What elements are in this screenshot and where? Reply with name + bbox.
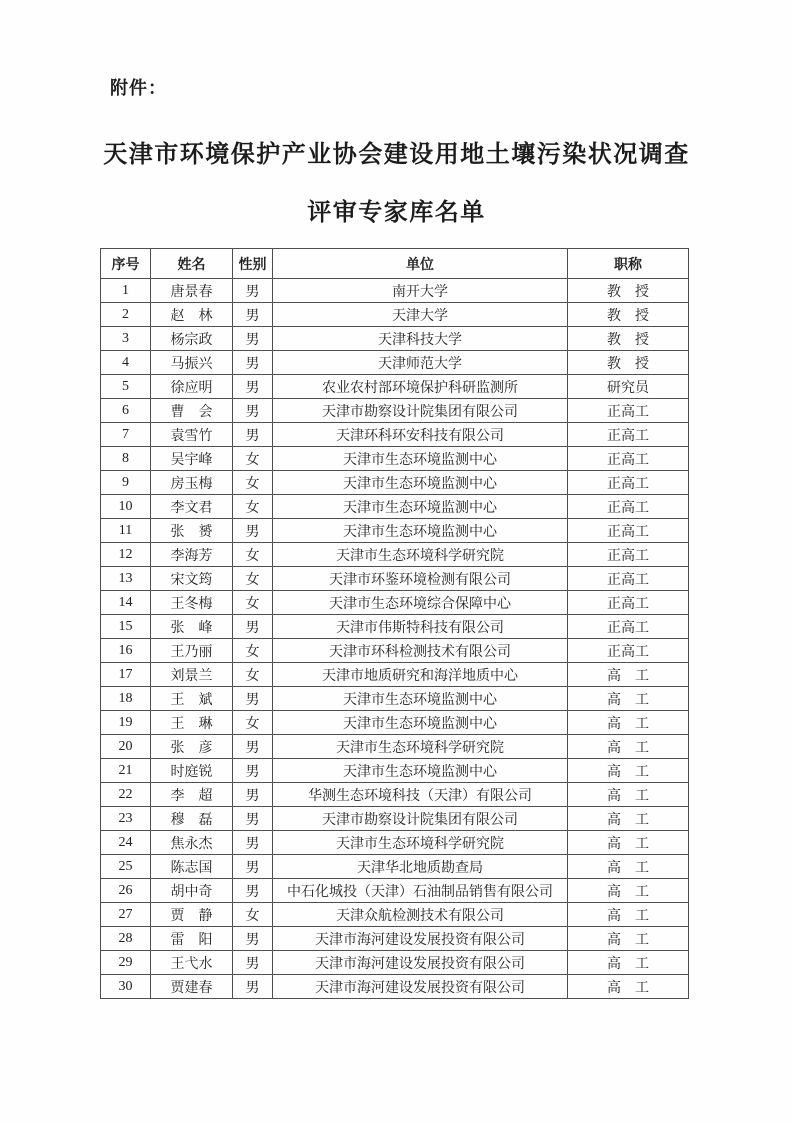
cell-no: 29 [101,951,151,975]
cell-organization: 天津市生态环境监测中心 [273,447,568,471]
cell-organization: 天津市生态环境监测中心 [273,471,568,495]
title-line-2: 评审专家库名单 [307,200,486,226]
table-row [101,399,689,423]
cell-no: 24 [101,831,151,855]
cell-organization: 天津市勘察设计院集团有限公司 [273,399,568,423]
cell-title: 正高工 [568,543,689,567]
cell-no: 6 [101,399,151,423]
cell-title: 高 工 [568,879,689,903]
cell-name: 赵 林 [151,303,233,327]
column-header-name: 姓名 [151,249,233,279]
cell-name: 贾 静 [151,903,233,927]
cell-name: 贾建春 [151,975,233,999]
cell-no: 26 [101,879,151,903]
cell-organization: 天津市环鉴环境检测有限公司 [273,567,568,591]
cell-name: 胡中奇 [151,879,233,903]
cell-title: 正高工 [568,591,689,615]
cell-name: 焦永杰 [151,831,233,855]
cell-no: 22 [101,783,151,807]
cell-gender: 男 [233,927,273,951]
table-row [101,975,689,999]
cell-name: 杨宗政 [151,327,233,351]
cell-name: 张 峰 [151,615,233,639]
cell-organization: 农业农村部环境保护科研监测所 [273,375,568,399]
cell-title: 高 工 [568,831,689,855]
cell-organization: 天津市生态环境监测中心 [273,759,568,783]
cell-organization: 华测生态环境科技（天津）有限公司 [273,783,568,807]
cell-gender: 男 [233,783,273,807]
cell-organization: 天津科技大学 [273,327,568,351]
cell-gender: 男 [233,831,273,855]
cell-name: 李文君 [151,495,233,519]
cell-organization: 天津师范大学 [273,351,568,375]
table-row [101,567,689,591]
cell-title: 教 授 [568,303,689,327]
cell-title: 正高工 [568,519,689,543]
column-header-organization: 单位 [273,249,568,279]
cell-gender: 女 [233,903,273,927]
cell-organization: 天津市生态环境科学研究院 [273,543,568,567]
table-row [101,375,689,399]
table-row [101,903,689,927]
cell-title: 正高工 [568,495,689,519]
cell-no: 14 [101,591,151,615]
cell-no: 19 [101,711,151,735]
cell-title: 高 工 [568,807,689,831]
cell-gender: 男 [233,879,273,903]
cell-gender: 女 [233,663,273,687]
table-row [101,831,689,855]
cell-no: 9 [101,471,151,495]
cell-name: 王 斌 [151,687,233,711]
cell-organization: 中石化城投（天津）石油制品销售有限公司 [273,879,568,903]
cell-title: 高 工 [568,759,689,783]
cell-gender: 女 [233,639,273,663]
cell-organization: 天津市生态环境监测中心 [273,519,568,543]
cell-title: 高 工 [568,735,689,759]
cell-organization: 天津市环科检测技术有限公司 [273,639,568,663]
cell-organization: 天津华北地质勘查局 [273,855,568,879]
cell-title: 高 工 [568,783,689,807]
expert-table [100,248,689,999]
cell-gender: 男 [233,351,273,375]
column-header-gender: 性别 [233,249,273,279]
cell-no: 2 [101,303,151,327]
cell-name: 王弋水 [151,951,233,975]
cell-gender: 男 [233,735,273,759]
cell-name: 雷 阳 [151,927,233,951]
table-row [101,543,689,567]
cell-gender: 男 [233,399,273,423]
cell-title: 正高工 [568,447,689,471]
cell-title: 教 授 [568,327,689,351]
cell-gender: 男 [233,687,273,711]
cell-no: 7 [101,423,151,447]
cell-name: 刘景兰 [151,663,233,687]
cell-no: 21 [101,759,151,783]
cell-gender: 男 [233,615,273,639]
cell-name: 李 超 [151,783,233,807]
cell-organization: 天津市生态环境监测中心 [273,495,568,519]
cell-name: 曹 会 [151,399,233,423]
cell-gender: 男 [233,375,273,399]
cell-name: 王冬梅 [151,591,233,615]
table-row [101,951,689,975]
cell-no: 15 [101,615,151,639]
cell-no: 27 [101,903,151,927]
cell-no: 13 [101,567,151,591]
cell-organization: 天津市伟斯特科技有限公司 [273,615,568,639]
cell-gender: 男 [233,279,273,303]
cell-no: 3 [101,327,151,351]
expert-table-body [101,279,689,999]
cell-title: 正高工 [568,567,689,591]
table-row [101,711,689,735]
cell-organization: 天津市生态环境监测中心 [273,687,568,711]
cell-name: 张 彦 [151,735,233,759]
cell-title: 教 授 [568,351,689,375]
cell-title: 高 工 [568,927,689,951]
cell-no: 25 [101,855,151,879]
cell-gender: 男 [233,855,273,879]
table-row [101,471,689,495]
table-header-row [101,249,689,279]
table-row [101,927,689,951]
cell-gender: 男 [233,975,273,999]
cell-no: 11 [101,519,151,543]
cell-gender: 男 [233,303,273,327]
cell-organization: 天津市海河建设发展投资有限公司 [273,951,568,975]
cell-name: 房玉梅 [151,471,233,495]
cell-title: 正高工 [568,615,689,639]
title-line-1: 天津市环境保护产业协会建设用地土壤污染状况调查 [103,142,690,168]
cell-gender: 女 [233,495,273,519]
cell-title: 高 工 [568,663,689,687]
table-row [101,663,689,687]
cell-organization: 天津市生态环境科学研究院 [273,831,568,855]
cell-gender: 男 [233,807,273,831]
cell-title: 正高工 [568,423,689,447]
cell-gender: 女 [233,711,273,735]
cell-organization: 天津众航检测技术有限公司 [273,903,568,927]
table-row [101,879,689,903]
cell-no: 17 [101,663,151,687]
cell-no: 1 [101,279,151,303]
cell-no: 12 [101,543,151,567]
cell-title: 高 工 [568,855,689,879]
table-row [101,495,689,519]
cell-no: 10 [101,495,151,519]
table-row [101,735,689,759]
table-row [101,303,689,327]
cell-organization: 天津市勘察设计院集团有限公司 [273,807,568,831]
cell-title: 正高工 [568,399,689,423]
cell-name: 唐景春 [151,279,233,303]
table-row [101,687,689,711]
cell-organization: 天津市海河建设发展投资有限公司 [273,927,568,951]
table-row [101,615,689,639]
column-header-title: 职称 [568,249,689,279]
attachment-label: 附件： [110,78,167,98]
cell-gender: 女 [233,447,273,471]
cell-no: 28 [101,927,151,951]
table-row [101,783,689,807]
cell-organization: 南开大学 [273,279,568,303]
cell-name: 宋文筠 [151,567,233,591]
cell-name: 徐应明 [151,375,233,399]
cell-no: 23 [101,807,151,831]
cell-title: 教 授 [568,279,689,303]
cell-organization: 天津市地质研究和海洋地质中心 [273,663,568,687]
table-row [101,423,689,447]
cell-no: 18 [101,687,151,711]
cell-organization: 天津市生态环境综合保障中心 [273,591,568,615]
table-row [101,807,689,831]
cell-name: 时庭锐 [151,759,233,783]
cell-gender: 男 [233,519,273,543]
cell-title: 研究员 [568,375,689,399]
cell-organization: 天津环科环安科技有限公司 [273,423,568,447]
cell-name: 陈志国 [151,855,233,879]
cell-name: 吴宇峰 [151,447,233,471]
cell-gender: 女 [233,543,273,567]
cell-gender: 男 [233,423,273,447]
cell-organization: 天津大学 [273,303,568,327]
table-row [101,639,689,663]
cell-gender: 男 [233,951,273,975]
cell-name: 王乃丽 [151,639,233,663]
cell-no: 4 [101,351,151,375]
table-row [101,351,689,375]
cell-gender: 女 [233,591,273,615]
cell-gender: 女 [233,471,273,495]
cell-title: 高 工 [568,975,689,999]
table-row [101,855,689,879]
cell-name: 袁雪竹 [151,423,233,447]
cell-name: 穆 磊 [151,807,233,831]
cell-title: 高 工 [568,951,689,975]
cell-title: 高 工 [568,687,689,711]
cell-title: 正高工 [568,471,689,495]
cell-gender: 女 [233,567,273,591]
cell-gender: 男 [233,327,273,351]
cell-gender: 男 [233,759,273,783]
table-row [101,279,689,303]
cell-title: 高 工 [568,903,689,927]
cell-name: 王 琳 [151,711,233,735]
cell-organization: 天津市生态环境监测中心 [273,711,568,735]
table-row [101,759,689,783]
document-title [0,126,793,242]
cell-name: 张 赟 [151,519,233,543]
table-row [101,327,689,351]
cell-name: 李海芳 [151,543,233,567]
cell-no: 30 [101,975,151,999]
cell-title: 正高工 [568,639,689,663]
cell-no: 20 [101,735,151,759]
cell-name: 马振兴 [151,351,233,375]
cell-title: 高 工 [568,711,689,735]
table-row [101,519,689,543]
table-row [101,591,689,615]
table-row [101,447,689,471]
cell-organization: 天津市海河建设发展投资有限公司 [273,975,568,999]
cell-no: 5 [101,375,151,399]
cell-no: 16 [101,639,151,663]
column-header-no: 序号 [101,249,151,279]
cell-organization: 天津市生态环境科学研究院 [273,735,568,759]
cell-no: 8 [101,447,151,471]
